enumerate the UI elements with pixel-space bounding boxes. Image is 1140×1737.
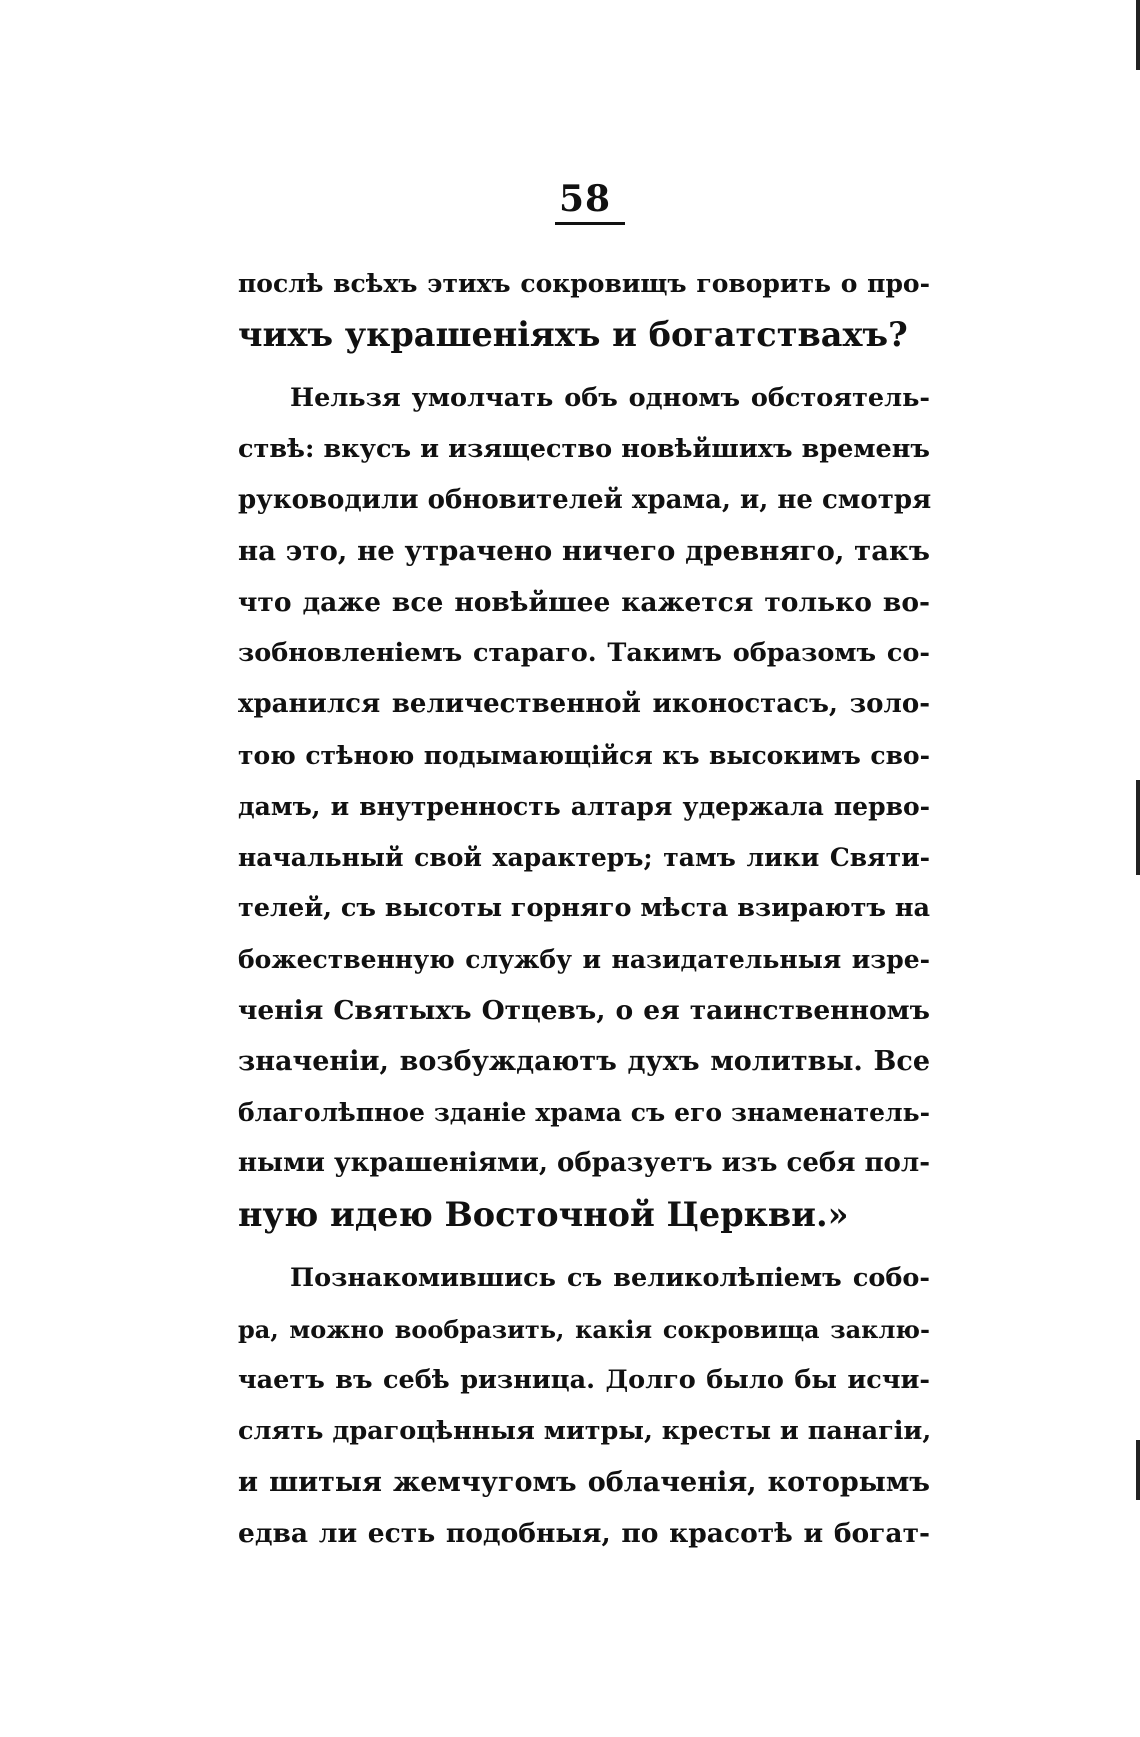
paragraph-gap bbox=[238, 360, 930, 373]
text-line: хранился величественной иконостасъ, золо- bbox=[238, 689, 930, 719]
paragraph-2 bbox=[238, 373, 930, 1240]
text-line: слять драгоцѣнныя митры, кресты и панагіи, bbox=[238, 1416, 932, 1446]
text-line: на это, не утрачено ничего древняго, такъ bbox=[238, 535, 930, 567]
page-number-rule bbox=[555, 222, 625, 225]
text-line: руководили обновителей храма, и, не смотря bbox=[238, 485, 932, 515]
scan-edge-line bbox=[1136, 1440, 1140, 1500]
text-line: значеніи, возбуждаютъ духъ молитвы. Все bbox=[238, 1046, 930, 1077]
text-line: едва ли есть подобныя, по красотѣ и богат- bbox=[238, 1518, 930, 1549]
page-number: 58 bbox=[558, 178, 612, 220]
text-line: чихъ украшеніяхъ и богатствахъ? bbox=[238, 315, 908, 354]
text-line: и шитыя жемчугомъ облаченія, которымъ bbox=[238, 1467, 930, 1498]
text-line: зобновленіемъ стараго. Такимъ образомъ со- bbox=[238, 638, 930, 668]
text-line: что даже все новѣйшее кажется только во- bbox=[238, 587, 930, 618]
text-line: телей, съ высоты горняго мѣста взираютъ на bbox=[238, 893, 931, 923]
paragraph-3 bbox=[238, 1253, 930, 1559]
text-line: Нельзя умолчать объ одномъ обстоятель- bbox=[290, 383, 930, 413]
text-line: дамъ, и внутренность алтаря удержала перво- bbox=[238, 792, 930, 821]
text-line: чаетъ въ себѣ ризница. Долго было бы исчи- bbox=[238, 1365, 930, 1395]
text-line: благолѣпное зданіе храма съ его знаменатель- bbox=[238, 1098, 930, 1127]
text-line: ными украшеніями, образуетъ изъ себя пол- bbox=[238, 1148, 930, 1178]
paragraph-gap bbox=[238, 1240, 930, 1253]
text-line: Познакомившись съ великолѣпіемъ собо- bbox=[290, 1263, 930, 1293]
body-text bbox=[238, 258, 930, 1559]
text-line: тою стѣною подымающійся къ высокимъ сво- bbox=[238, 741, 930, 770]
text-line: ра, можно вообразить, какія сокровища заклю- bbox=[238, 1315, 930, 1344]
text-line: ную идею Восточной Церкви.» bbox=[238, 1195, 849, 1234]
text-line: ствѣ: вкусъ и изящество новѣйшихъ временъ bbox=[238, 434, 930, 464]
text-line: послѣ всѣхъ этихъ сокровищъ говорить о про- bbox=[238, 269, 930, 298]
paragraph-1 bbox=[238, 258, 930, 360]
scan-edge-line bbox=[1136, 780, 1140, 875]
scan-edge-line bbox=[1136, 0, 1140, 70]
text-line: ченія Святыхъ Отцевъ, о ея таинственномъ bbox=[238, 995, 930, 1026]
text-line: начальный свой характеръ; тамъ лики Святи- bbox=[238, 843, 930, 872]
text-line: божественную службу и назидательныя изре- bbox=[238, 945, 930, 974]
